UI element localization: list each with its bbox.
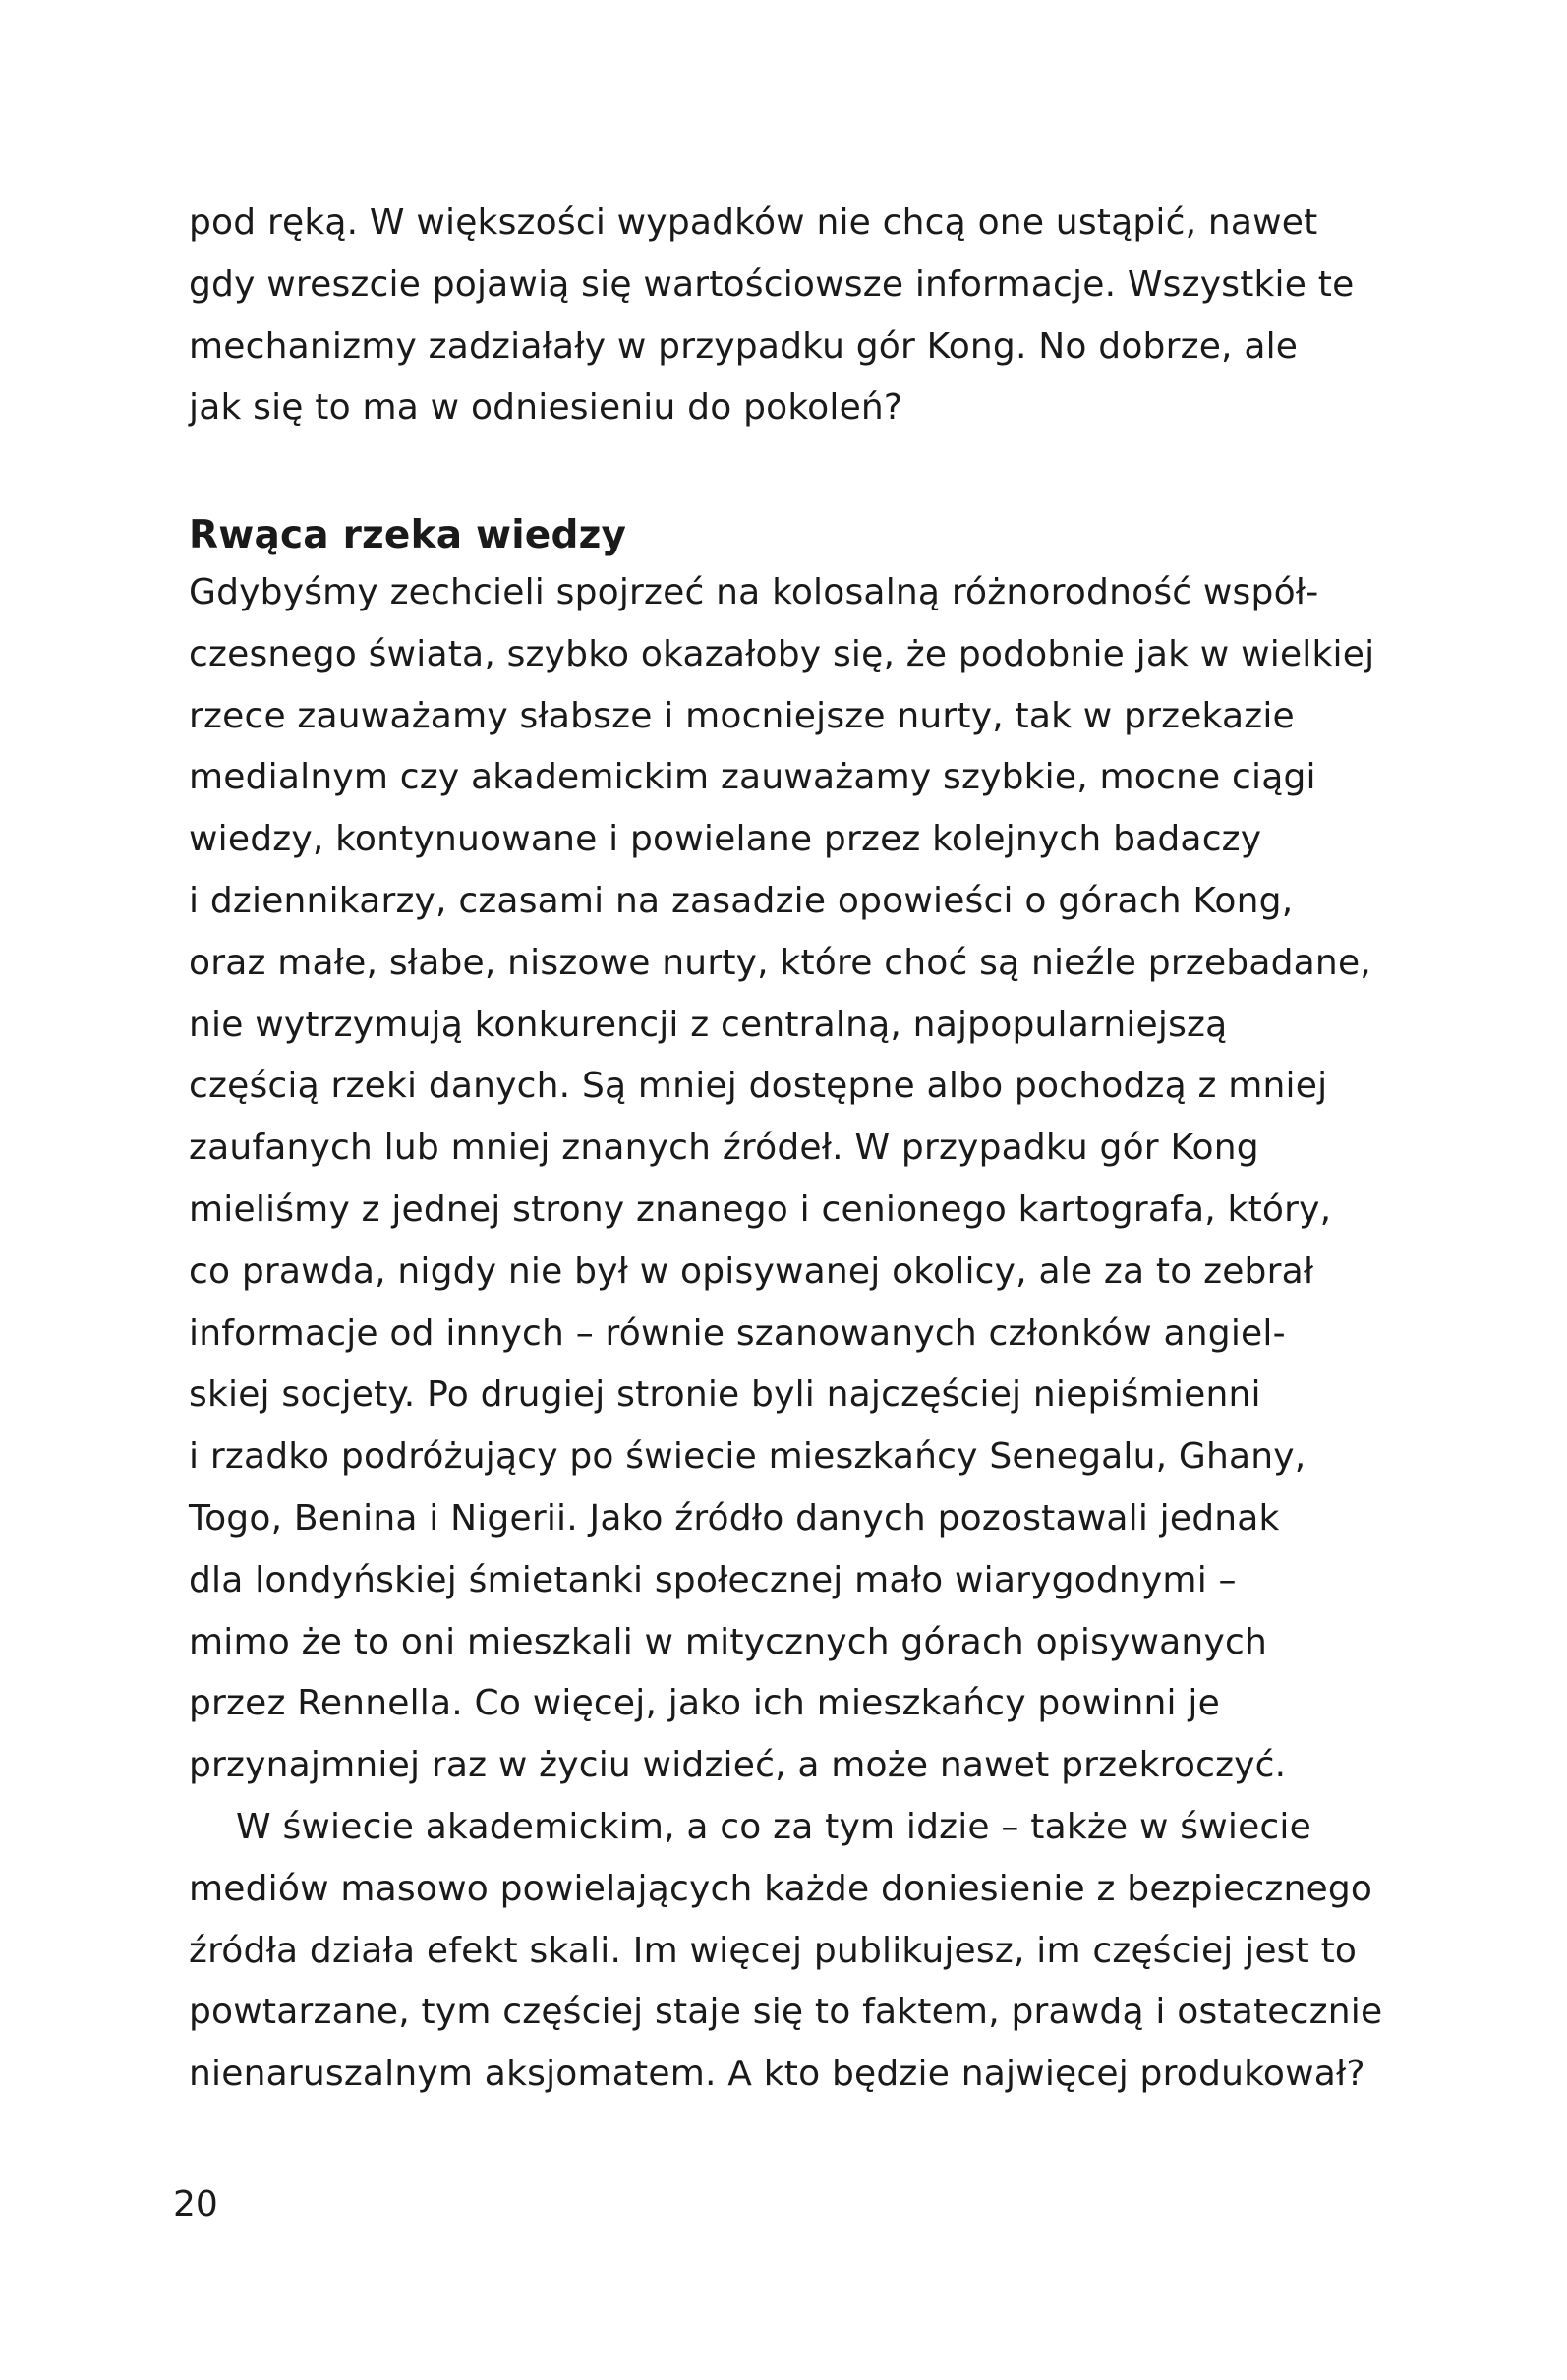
- text-line: informacje od innych – równie szanowanych członków angiel-: [189, 1312, 1286, 1354]
- text-line: nienaruszalnym aksjomatem. A kto będzie najwięcej produkował?: [189, 2054, 1365, 2095]
- text-line: i dziennikarzy, czasami na zasadzie opowieści o górach Kong,: [189, 880, 1294, 921]
- text-line: gdy wreszcie pojawią się wartościowsze informacje. Wszystkie te: [189, 263, 1355, 305]
- text-line: mechanizmy zadziałały w przypadku gór Kong. No dobrze, ale: [189, 325, 1299, 367]
- page-number: 20: [173, 2184, 218, 2225]
- text-line: oraz małe, słabe, niszowe nurty, które choć są nieźle przebadane,: [189, 942, 1371, 983]
- text-line: skiej socjety. Po drugiej stronie byli najczęściej niepiśmienni: [189, 1374, 1261, 1416]
- section-body: [189, 562, 1408, 2106]
- text-line: czesnego świata, szybko okazałoby się, że podobnie jak w wielkiej: [189, 633, 1375, 674]
- text-line: co prawda, nigdy nie był w opisywanej okolicy, ale za to zebrał: [189, 1250, 1314, 1292]
- text-line: przez Rennella. Co więcej, jako ich mieszkańcy powinni je: [189, 1683, 1220, 1724]
- text-line: mieliśmy z jednej strony znanego i cenionego kartografa, który,: [189, 1189, 1332, 1230]
- section-heading: Rwąca rzeka wiedzy: [189, 513, 627, 557]
- intro-paragraph: [189, 193, 1408, 439]
- text-line: rzece zauważamy słabsze i mocniejsze nurty, tak w przekazie: [189, 695, 1295, 736]
- text-line: pod ręką. W większości wypadków nie chcą one ustąpić, nawet: [189, 203, 1318, 243]
- text-line: nie wytrzymują konkurencji z centralną, najpopularniejszą: [189, 1004, 1228, 1045]
- text-line: przynajmniej raz w życiu widzieć, a może nawet przekroczyć.: [189, 1745, 1287, 1786]
- text-line: Togo, Benina i Nigerii. Jako źródło danych pozostawali jednak: [189, 1497, 1280, 1538]
- text-line: dla londyńskiej śmietanki społecznej mało wiarygodnymi –: [189, 1559, 1237, 1600]
- paragraph-first-line: W świecie akademickim, a co za tym idzie – także w świecie: [236, 1806, 1311, 1847]
- text-line: wiedzy, kontynuowane i powielane przez kolejnych badaczy: [189, 819, 1262, 860]
- text-line: źródła działa efekt skali. Im więcej publikujesz, im częściej jest to: [189, 1930, 1358, 1971]
- text-line: mediów masowo powielających każde doniesienie z bezpiecznego: [189, 1868, 1373, 1909]
- text-line: zaufanych lub mniej znanych źródeł. W przypadku gór Kong: [189, 1128, 1259, 1169]
- text-line: częścią rzeki danych. Są mniej dostępne albo pochodzą z mniej: [189, 1066, 1328, 1107]
- text-line: powtarzane, tym częściej staje się to faktem, prawdą i ostatecznie: [189, 1992, 1383, 2033]
- text-line: i rzadko podróżujący po świecie mieszkańcy Senegalu, Ghany,: [189, 1436, 1306, 1478]
- text-line: medialnym czy akademickim zauważamy szybkie, mocne ciągi: [189, 757, 1316, 798]
- text-line: Gdybyśmy zechcieli spojrzeć na kolosalną różnorodność współ-: [189, 572, 1319, 612]
- text-line: mimo że to oni mieszkali w mitycznych górach opisywanych: [189, 1621, 1267, 1662]
- text-line: jak się to ma w odniesieniu do pokoleń?: [189, 387, 903, 429]
